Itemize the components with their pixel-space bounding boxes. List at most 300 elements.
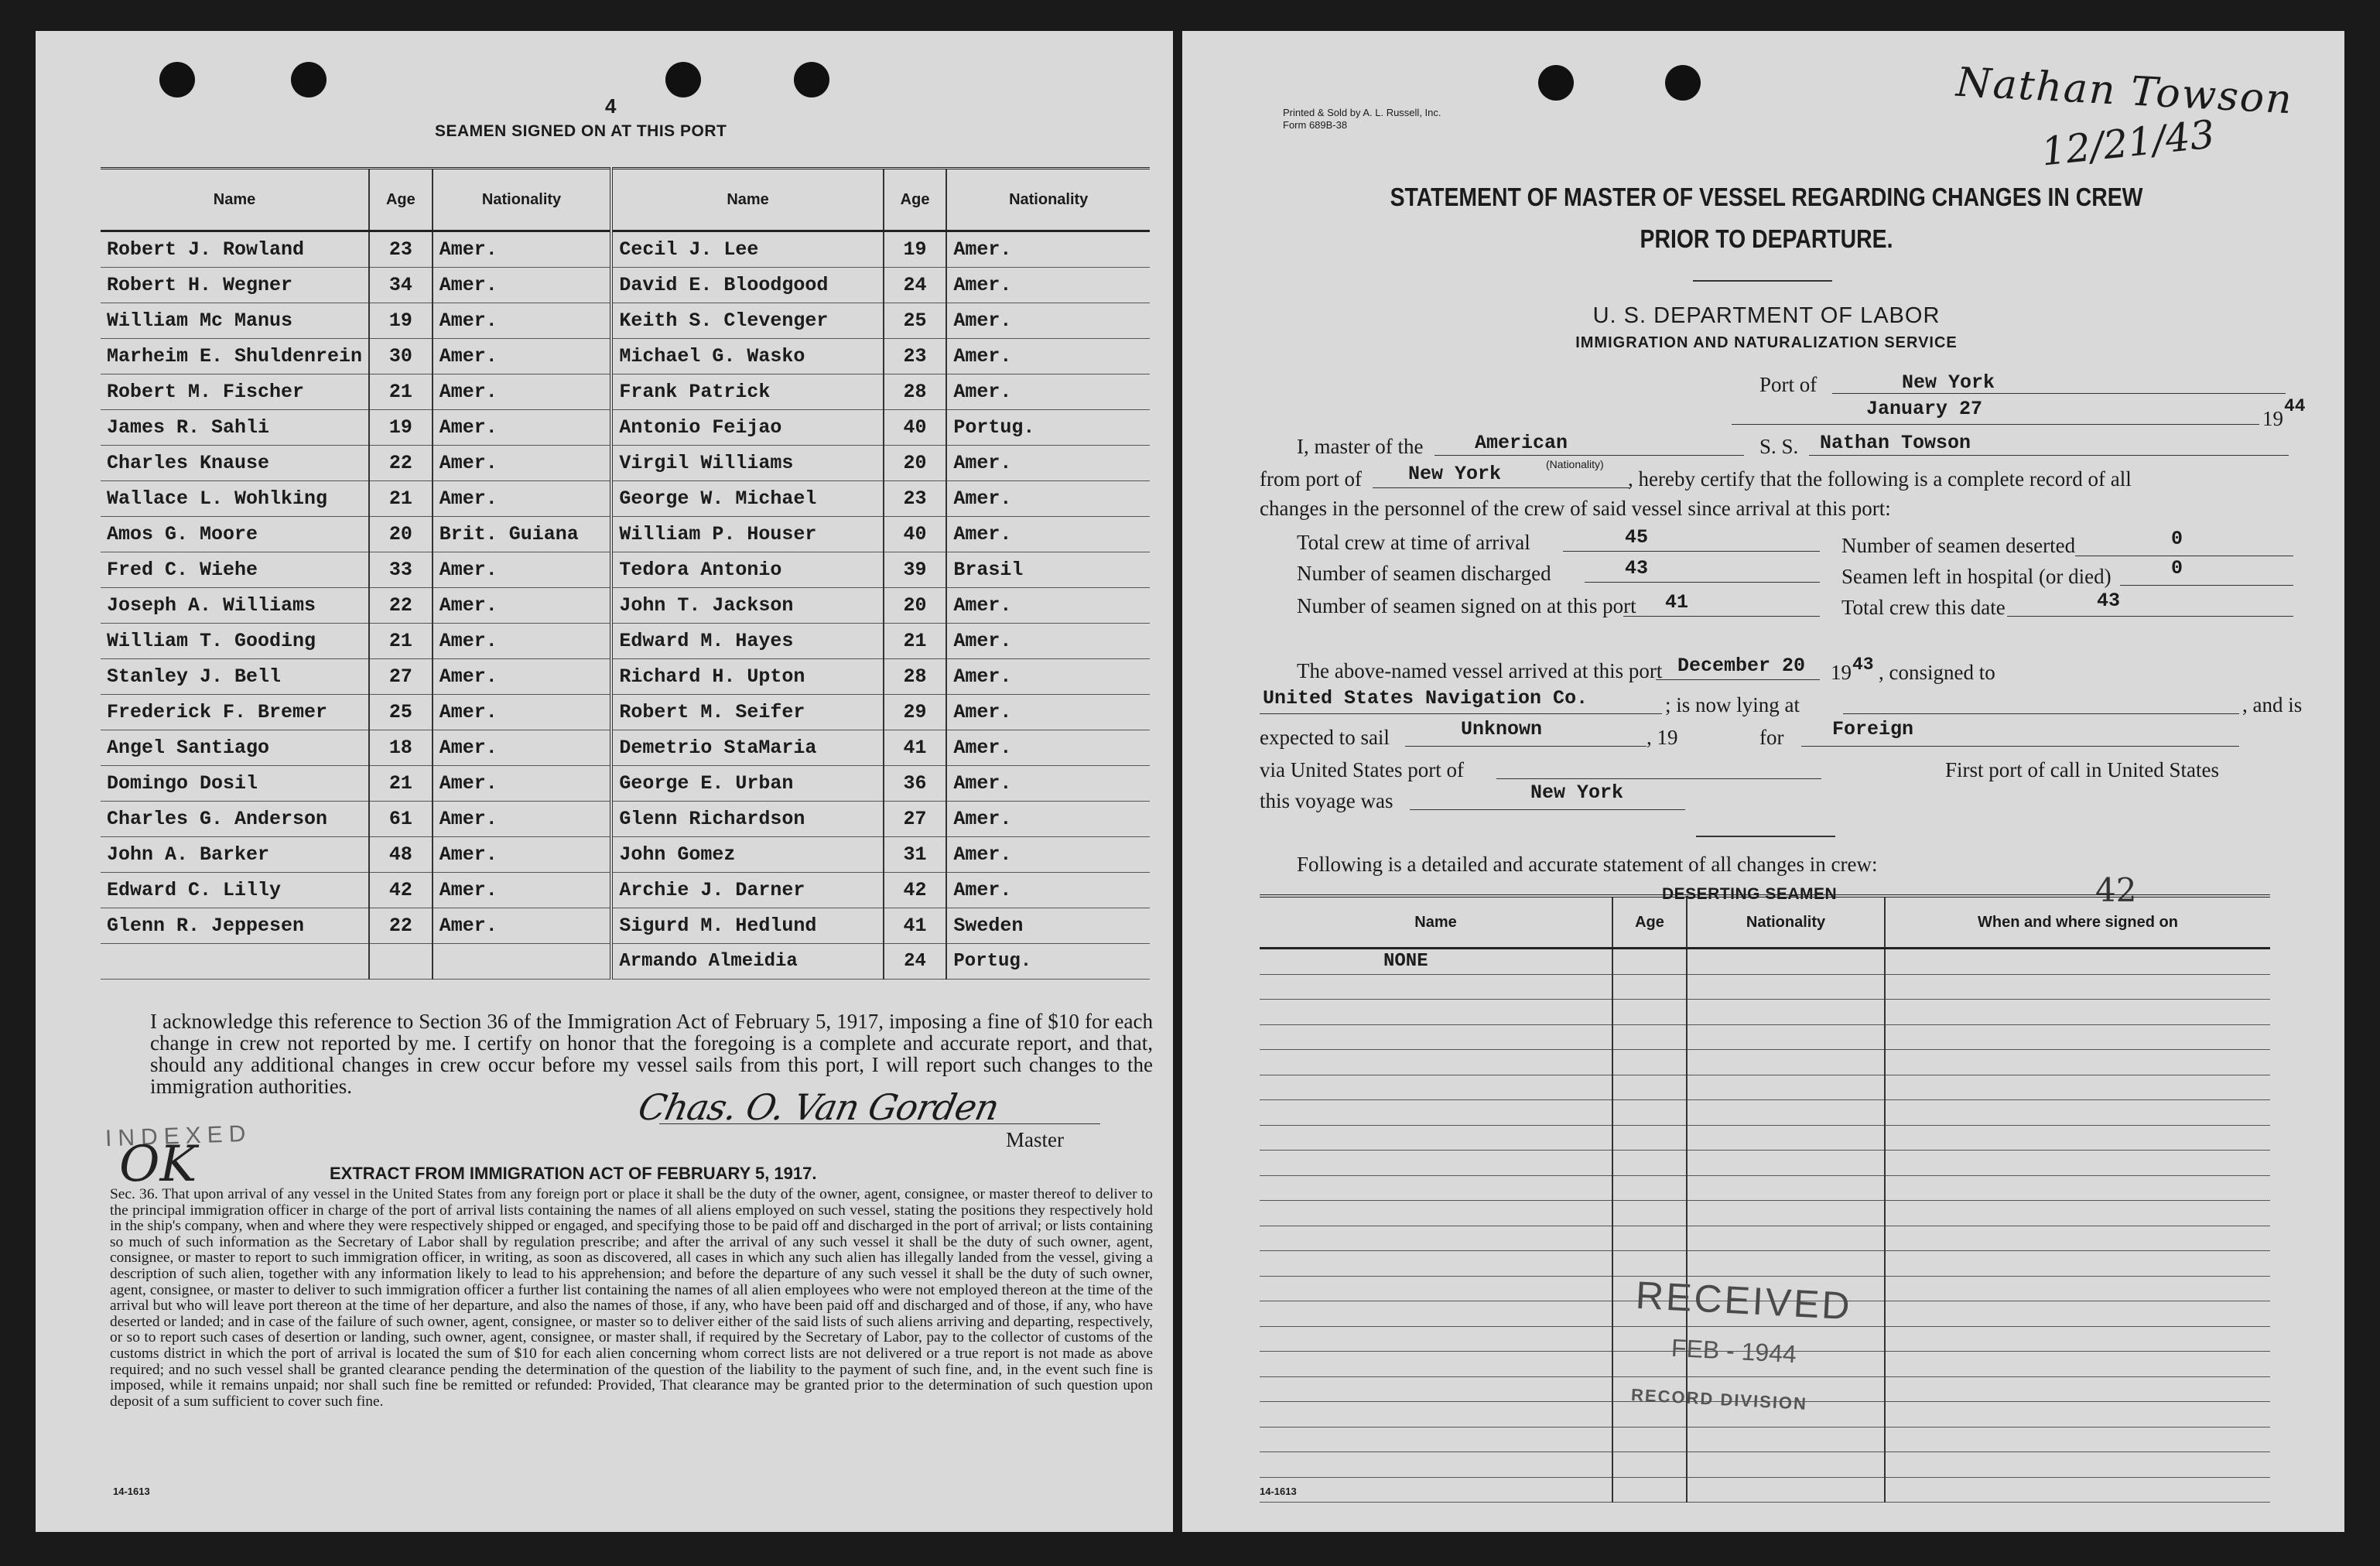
for-value: Foreign (1832, 718, 1914, 740)
empty-cell (369, 944, 433, 980)
crew-age: 41 (884, 730, 947, 766)
ship-name: Nathan Towson (1820, 432, 1971, 454)
crew-name: Robert H. Wegner (101, 268, 369, 303)
empty-cell (1687, 1000, 1885, 1025)
from-port-label: from port of (1260, 467, 1362, 491)
deserted-label: Number of seamen deserted (1841, 534, 2076, 557)
consigned-label: , consigned to (1879, 661, 1995, 684)
voyage-label: this voyage was (1260, 789, 1393, 812)
crew-name: Cecil J. Lee (611, 231, 883, 268)
table-row (101, 873, 1150, 908)
crew-age: 19 (369, 410, 433, 446)
title-rule (1693, 280, 1832, 282)
empty-cell (1687, 1151, 1885, 1176)
empty-cell (1260, 1477, 1612, 1503)
empty-cell (1687, 1452, 1885, 1478)
crew-age: 41 (884, 908, 947, 944)
table-row (1260, 974, 2270, 1000)
empty-cell (1612, 1125, 1687, 1151)
department-name: U. S. DEPARTMENT OF LABOR (1592, 303, 1941, 328)
empty-cell (1885, 974, 2270, 1000)
count-line (2007, 616, 2293, 617)
total-crew-date-count: 43 (2097, 590, 2121, 612)
crew-name: William T. Gooding (101, 624, 369, 659)
crew-age: 20 (884, 588, 947, 624)
empty-cell (433, 944, 612, 980)
page-number: 4 (605, 94, 617, 118)
expected-line (1405, 746, 1647, 747)
crew-age: 28 (884, 659, 947, 695)
empty-cell (1612, 1000, 1687, 1025)
crew-age: 31 (884, 837, 947, 873)
crew-nationality: Amer. (946, 268, 1150, 303)
table-row (1260, 949, 2270, 975)
table-row (101, 303, 1150, 339)
crew-name: Armando Almeidia (611, 944, 883, 980)
table-row (1260, 1175, 2270, 1201)
crew-age: 22 (369, 446, 433, 481)
crew-name: Wallace L. Wohlking (101, 481, 369, 517)
empty-cell (1687, 1226, 1885, 1251)
indexed-stamp: INDEXED (104, 1120, 252, 1152)
empty-cell (1260, 1276, 1612, 1301)
date-year-prefix: 19 (2262, 407, 2283, 430)
table-row (101, 231, 1150, 268)
crew-name: Demetrio StaMaria (611, 730, 883, 766)
crew-age: 19 (884, 231, 947, 268)
arrived-label: The above-named vessel arrived at this port (1297, 659, 1663, 682)
master-signature: Chas. O. Van Gorden (634, 1086, 1003, 1128)
empty-cell (1260, 1301, 1612, 1327)
empty-cell (1885, 1477, 2270, 1503)
crew-nationality: Amer. (946, 802, 1150, 837)
first-port-label: First port of call in United States (1945, 758, 2219, 781)
binder-hole (665, 62, 701, 97)
expected-year: , 19 (1647, 726, 1678, 749)
crew-name: George W. Michael (611, 481, 883, 517)
empty-cell (1612, 1251, 1687, 1277)
right-page (1182, 31, 2344, 1532)
voyage-value: New York (1530, 781, 1624, 804)
crew-name: Frank Patrick (611, 374, 883, 410)
crew-nationality: Amer. (433, 374, 612, 410)
crew-name: Robert M. Fischer (101, 374, 369, 410)
table-row (101, 517, 1150, 552)
empty-cell (1612, 1100, 1687, 1126)
from-port-value: New York (1408, 463, 1502, 485)
crew-age: 21 (369, 766, 433, 802)
empty-cell (1612, 1226, 1687, 1251)
crew-name: Robert J. Rowland (101, 231, 369, 268)
ss-label: S. S. (1759, 435, 1799, 458)
form-number: Form 689B-38 (1283, 119, 1348, 131)
column-header-age: Age (884, 169, 947, 231)
handwritten-ship-name: Nathan Towson (1954, 59, 2295, 124)
following-label: Following is a detailed and accurate statement of all changes in crew: (1297, 853, 1878, 876)
empty-cell (1260, 1226, 1612, 1251)
crew-nationality: Amer. (946, 659, 1150, 695)
empty-cell (1260, 974, 1612, 1000)
crew-age: 29 (884, 695, 947, 730)
empty-cell (1612, 1050, 1687, 1075)
empty-cell (1260, 1100, 1612, 1126)
hospital-count: 0 (2171, 557, 2183, 580)
arrived-year-suffix: 43 (1852, 655, 1874, 675)
crew-nationality: Portug. (946, 944, 1150, 980)
column-header-age: Age (369, 169, 433, 231)
ok-mark: OK (119, 1136, 197, 1193)
empty-cell (1885, 1151, 2270, 1176)
master-label: Master (1006, 1128, 1064, 1151)
table-row (101, 766, 1150, 802)
crew-age: 19 (369, 303, 433, 339)
empty-cell (1260, 1402, 1612, 1428)
empty-cell (1885, 1352, 2270, 1377)
crew-age: 48 (369, 837, 433, 873)
crew-name: Virgil Williams (611, 446, 883, 481)
empty-cell (1260, 1201, 1612, 1226)
crew-name: Glenn R. Jeppesen (101, 908, 369, 944)
crew-name: Joseph A. Williams (101, 588, 369, 624)
port-of-label: Port of (1759, 373, 1817, 396)
crew-age: 21 (369, 374, 433, 410)
binder-hole (291, 62, 327, 97)
crew-age: 39 (884, 552, 947, 588)
table-row (1260, 1125, 2270, 1151)
crew-nationality: Amer. (946, 517, 1150, 552)
crew-nationality: Brit. Guiana (433, 517, 612, 552)
signature-line (659, 1123, 1100, 1124)
empty-cell (1687, 1175, 1885, 1201)
crew-age: 40 (884, 410, 947, 446)
crew-age: 20 (369, 517, 433, 552)
discharged-label: Number of seamen discharged (1297, 562, 1551, 585)
column-header-nationality: Nationality (433, 169, 612, 231)
crew-age: 21 (369, 481, 433, 517)
empty-cell (1885, 1175, 2270, 1201)
crew-nationality: Amer. (433, 802, 612, 837)
empty-cell (1885, 1201, 2270, 1226)
lying-line (1843, 713, 2239, 714)
voyage-line (1410, 809, 1685, 810)
signed-on-count: 41 (1665, 591, 1689, 614)
crew-nationality: Amer. (433, 837, 612, 873)
empty-cell (1885, 1251, 2270, 1277)
crew-nationality: Amer. (946, 695, 1150, 730)
crew-nationality: Amer. (946, 481, 1150, 517)
empty-cell (1612, 1201, 1687, 1226)
binder-hole (159, 62, 195, 97)
column-header-name: Name (611, 169, 883, 231)
crew-name: William Mc Manus (101, 303, 369, 339)
crew-nationality: Amer. (946, 873, 1150, 908)
for-label: for (1759, 726, 1784, 749)
crew-name: Stanley J. Bell (101, 659, 369, 695)
crew-age: 30 (369, 339, 433, 374)
total-crew-arrival-label: Total crew at time of arrival (1297, 531, 1530, 554)
crew-nationality: Amer. (433, 624, 612, 659)
date-value: January 27 (1866, 398, 1983, 420)
crew-nationality: Amer. (946, 730, 1150, 766)
crew-nationality: Amer. (946, 231, 1150, 268)
crew-name: Domingo Dosil (101, 766, 369, 802)
date-line (1732, 424, 2259, 425)
crew-name: David E. Bloodgood (611, 268, 883, 303)
deserted-count: 0 (2171, 528, 2183, 550)
crew-age: 18 (369, 730, 433, 766)
empty-cell (1260, 1151, 1612, 1176)
crew-nationality: Brasil (946, 552, 1150, 588)
nationality-value: American (1475, 432, 1568, 454)
crew-name: Glenn Richardson (611, 802, 883, 837)
crew-name: Frederick F. Bremer (101, 695, 369, 730)
form-title-line1: STATEMENT OF MASTER OF VESSEL REGARDING CHANGES IN CREW (1390, 183, 2143, 211)
left-page (36, 31, 1173, 1532)
empty-cell (1612, 1024, 1687, 1050)
table-row (1260, 1201, 2270, 1226)
arrived-line (1656, 679, 1820, 680)
table-row (1260, 1427, 2270, 1452)
form-title-line2: PRIOR TO DEPARTURE. (1640, 224, 1893, 253)
empty-cell (1687, 1477, 1885, 1503)
crew-nationality: Amer. (946, 374, 1150, 410)
crew-nationality: Amer. (946, 837, 1150, 873)
crew-age: 61 (369, 802, 433, 837)
crew-age: 22 (369, 588, 433, 624)
table-row (101, 410, 1150, 446)
crew-age: 27 (369, 659, 433, 695)
empty-cell (1612, 1427, 1687, 1452)
table-row (1260, 1251, 2270, 1277)
crew-age: 24 (884, 944, 947, 980)
crew-age: 21 (884, 624, 947, 659)
empty-cell (1260, 1352, 1612, 1377)
table-row (1260, 1075, 2270, 1100)
crew-nationality: Amer. (946, 766, 1150, 802)
crew-name: Fred C. Wiehe (101, 552, 369, 588)
crew-age: 23 (884, 481, 947, 517)
consignee: United States Navigation Co. (1263, 687, 1588, 709)
table-row (101, 339, 1150, 374)
arrived-date: December 20 (1677, 655, 1806, 677)
crew-age: 42 (884, 873, 947, 908)
empty-cell (1885, 1050, 2270, 1075)
received-stamp: RECEIVED (1634, 1273, 1853, 1328)
crew-age: 22 (369, 908, 433, 944)
deserting-heading: DESERTING SEAMEN (1662, 885, 1838, 903)
extract-title: EXTRACT FROM IMMIGRATION ACT OF FEBRUARY 5, 1917. (330, 1164, 817, 1183)
received-date-stamp: FEB - 1944 (1670, 1333, 1797, 1369)
crew-age: 20 (884, 446, 947, 481)
handwritten-42: 42 (2095, 871, 2137, 909)
crew-nationality: Amer. (433, 303, 612, 339)
crew-name: Michael G. Wasko (611, 339, 883, 374)
empty-cell (1885, 1427, 2270, 1452)
table-row (101, 944, 1150, 980)
crew-age: 23 (884, 339, 947, 374)
empty-cell (1260, 1251, 1612, 1277)
acknowledgement-text: I acknowledge this reference to Section 36 of the Immigration Act of February 5, 1917, imposing a fine of $10 for each change in crew not reported by me. I certify on honor that the foregoing is a complete and accurate report, and that, should any additional changes in crew occur before my vessel sails from this port, I will report such changes to the immigration authorities. (150, 1010, 1153, 1098)
crew-name: Edward C. Lilly (101, 873, 369, 908)
empty-cell (1687, 974, 1885, 1000)
and-is-label: , and is (2242, 693, 2303, 716)
crew-age: 25 (369, 695, 433, 730)
empty-cell (1612, 1075, 1687, 1100)
empty-cell (101, 944, 369, 980)
empty-cell (1885, 1226, 2270, 1251)
crew-nationality: Amer. (433, 730, 612, 766)
empty-cell (1260, 1024, 1612, 1050)
crew-nationality: Amer. (433, 908, 612, 944)
empty-cell (1885, 1326, 2270, 1352)
empty-cell (1687, 1050, 1885, 1075)
crew-nationality: Amer. (433, 339, 612, 374)
expected-value: Unknown (1461, 718, 1543, 740)
crew-nationality: Sweden (946, 908, 1150, 944)
crew-nationality: Amer. (433, 231, 612, 268)
crew-nationality: Amer. (433, 552, 612, 588)
crew-name: Archie J. Darner (611, 873, 883, 908)
table-row (1260, 1226, 2270, 1251)
table-row (101, 837, 1150, 873)
nationality-line (1434, 455, 1744, 456)
empty-cell (1260, 1050, 1612, 1075)
crew-name: Edward M. Hayes (611, 624, 883, 659)
table-row (101, 908, 1150, 944)
binder-hole (1665, 65, 1701, 101)
crew-name: Amos G. Moore (101, 517, 369, 552)
empty-cell (1687, 1125, 1885, 1151)
total-crew-arrival: 45 (1625, 526, 1649, 549)
crew-nationality: Portug. (946, 410, 1150, 446)
empty-cell (1885, 1452, 2270, 1478)
crew-name: John Gomez (611, 837, 883, 873)
column-header-signed-on: When and where signed on (1885, 896, 2270, 949)
service-name: IMMIGRATION AND NATURALIZATION SERVICE (1575, 334, 1958, 351)
crew-nationality: Amer. (433, 481, 612, 517)
crew-name: George E. Urban (611, 766, 883, 802)
table-row (101, 588, 1150, 624)
column-header-name: Name (101, 169, 369, 231)
form-code: 14-1613 (1260, 1486, 1297, 1497)
crew-age: 24 (884, 268, 947, 303)
crew-age: 25 (884, 303, 947, 339)
crew-name: Robert M. Seifer (611, 695, 883, 730)
arrived-year-prefix: 19 (1831, 661, 1852, 684)
empty-cell (1885, 949, 2270, 975)
crew-nationality: Amer. (433, 766, 612, 802)
table-row (101, 268, 1150, 303)
empty-cell (1687, 1100, 1885, 1126)
table-row (1260, 1100, 2270, 1126)
crew-name: Tedora Antonio (611, 552, 883, 588)
table-row (101, 659, 1150, 695)
crew-name: Charles Knause (101, 446, 369, 481)
empty-cell (1260, 1376, 1612, 1402)
handwritten-date: 12/21/43 (2039, 111, 2217, 175)
column-header-nationality: Nationality (1687, 896, 1885, 949)
crew-nationality: Amer. (946, 624, 1150, 659)
crew-nationality: Amer. (946, 446, 1150, 481)
table-row (101, 481, 1150, 517)
extract-text: Sec. 36. That upon arrival of any vessel in the United States from any foreign port or place it shall be the duty of the owner, agent, consignee, or master thereof to deliver to the principal immigration officer in charge of the port of arrival lists containing the names of all aliens employed on such vessel, stating the positions they respectively hold in the ship's company, when and where they were respectively shipped or engaged, and specifying those to be paid off and discharged in the port of arrival; or lists containing so much of such information as the Secretary of Labor shall by regulation prescribe; and after the arrival of any such vessel it shall be the duty of such owner, agent, consignee, or master to report to such immigration officer, in writing, as soon as discovered, all cases in which any such alien has illegally landed from the vessel, giving a description of such alien, together with any information likely to lead to his apprehension; and before the departure of any such vessel it shall be the duty of such owner, agent, consignee, or master to deliver to such immigration officer a further list containing the names of all alien employees who were not employed thereon at the time of the arrival but who will leave port thereon at the time of her departure, and also the names of those, if any, who have been paid off and discharged and of those, if any, who have deserted or landed; and in case of the failure of such owner, agent, consignee, or master so to deliver either of the said lists of such aliens arriving and departing, respectively, or so to report such cases of desertion or landing, such owner, agent, consignee, or master shall, if required by the Secretary of Labor, pay to the collector of customs of the customs district in which the port of arrival is located the sum of $10 for each alien concerning whom correct lists are not delivered or a true report is not made as above required; and no such vessel shall be granted clearance pending the determination of the question of the liability to the payment of such fine, and, in the event such fine is imposed, while it remains unpaid; nor shall such fine be remitted or refunded: Provided, That clearance may be granted prior to the determination of such question upon deposit of a sum sufficient to cover such fine. (110, 1186, 1153, 1410)
certify-text: , hereby certify that the following is a complete record of all (1628, 467, 2132, 491)
port-of-line (1832, 393, 2286, 394)
crew-age: 21 (369, 624, 433, 659)
deserter-name: NONE (1260, 949, 1612, 975)
crew-age: 42 (369, 873, 433, 908)
for-line (1801, 746, 2239, 747)
empty-cell (1885, 1000, 2270, 1025)
table-row (101, 624, 1150, 659)
via-line (1496, 778, 1821, 779)
crew-nationality: Amer. (433, 695, 612, 730)
empty-cell (1885, 1100, 2270, 1126)
date-year-suffix: 44 (2284, 396, 2306, 416)
crew-name: Charles G. Anderson (101, 802, 369, 837)
table-row (1260, 1000, 2270, 1025)
empty-cell (1612, 949, 1687, 975)
count-line (1623, 616, 1820, 617)
crew-name: Keith S. Clevenger (611, 303, 883, 339)
crew-signed-on-table (101, 167, 1150, 980)
signed-on-heading: SEAMEN SIGNED ON AT THIS PORT (435, 122, 727, 140)
lying-label: ; is now lying at (1665, 693, 1800, 716)
empty-cell (1687, 1251, 1885, 1277)
empty-cell (1260, 1075, 1612, 1100)
total-crew-date-label: Total crew this date (1841, 596, 2006, 619)
crew-name: Marheim E. Shuldenrein (101, 339, 369, 374)
record-division-stamp: RECORD DIVISION (1630, 1385, 1808, 1414)
empty-cell (1885, 1276, 2270, 1301)
crew-name: John T. Jackson (611, 588, 883, 624)
empty-cell (1260, 1427, 1612, 1452)
crew-name: William P. Houser (611, 517, 883, 552)
table-row (101, 730, 1150, 766)
empty-cell (1260, 1326, 1612, 1352)
crew-nationality: Amer. (433, 268, 612, 303)
printer-credit: Printed & Sold by A. L. Russell, Inc. (1283, 107, 1441, 118)
certify-text-2: changes in the personnel of the crew of said vessel since arrival at this port: (1260, 497, 1891, 520)
expected-label: expected to sail (1260, 726, 1390, 749)
crew-age: 28 (884, 374, 947, 410)
empty-cell (1885, 1024, 2270, 1050)
count-line (2120, 585, 2293, 586)
crew-nationality: Amer. (946, 303, 1150, 339)
crew-name: Richard H. Upton (611, 659, 883, 695)
table-row (101, 374, 1150, 410)
binder-hole (1538, 65, 1574, 101)
column-header-age: Age (1612, 896, 1687, 949)
binder-hole (794, 62, 829, 97)
count-line (1585, 582, 1820, 583)
empty-cell (1612, 1151, 1687, 1176)
empty-cell (1612, 974, 1687, 1000)
table-row (101, 695, 1150, 730)
empty-cell (1260, 1175, 1612, 1201)
crew-nationality: Amer. (433, 410, 612, 446)
empty-cell (1885, 1125, 2270, 1151)
table-row (1260, 1477, 2270, 1503)
empty-cell (1885, 1402, 2270, 1428)
empty-cell (1687, 1075, 1885, 1100)
empty-cell (1612, 1175, 1687, 1201)
crew-name: Antonio Feijao (611, 410, 883, 446)
column-header-name: Name (1260, 896, 1612, 949)
empty-cell (1885, 1075, 2270, 1100)
empty-cell (1885, 1376, 2270, 1402)
table-row (101, 446, 1150, 481)
